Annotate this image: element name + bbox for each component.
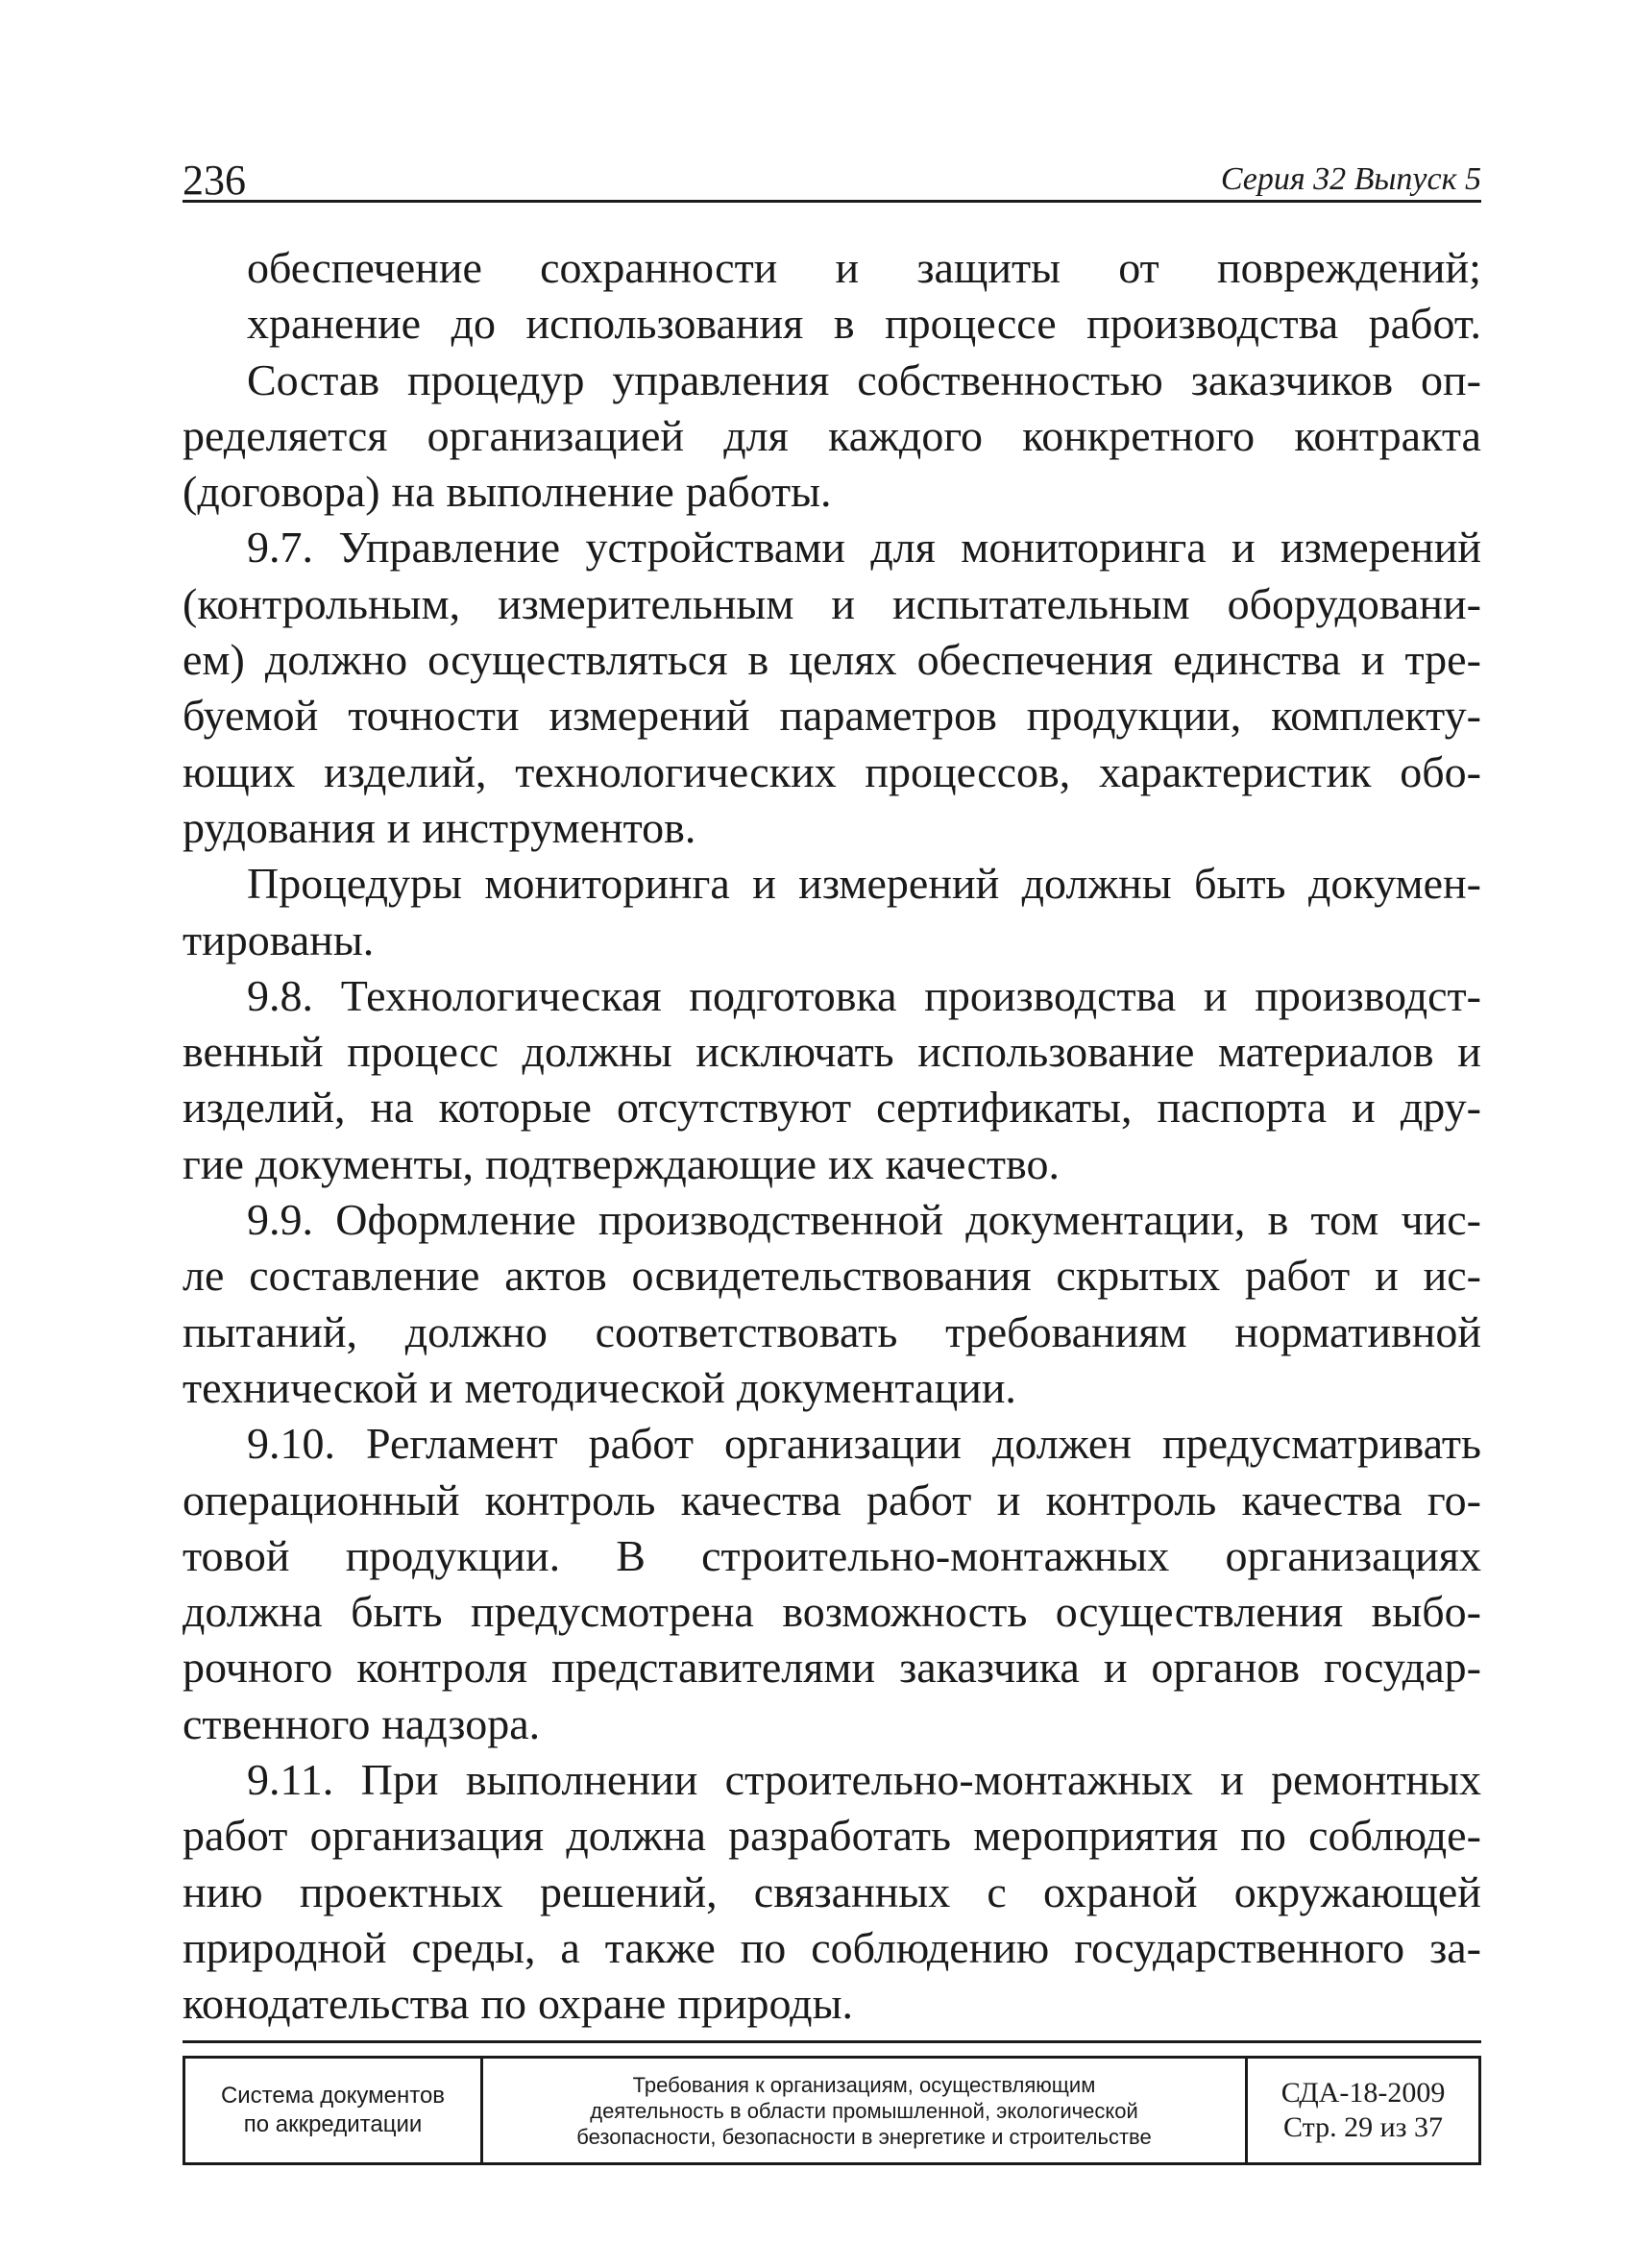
word: мониторинга — [961, 523, 1207, 573]
body-text — [183, 240, 1481, 2033]
word: и — [1103, 1643, 1128, 1693]
word: должны — [1021, 859, 1172, 909]
word: государ- — [1324, 1643, 1481, 1693]
word: организация — [309, 1811, 545, 1861]
text-line — [183, 1248, 1481, 1304]
word: подготовка — [689, 970, 897, 1020]
word: обеспечение — [247, 243, 482, 292]
word: решений, — [539, 1866, 718, 1916]
word: на — [370, 1083, 414, 1133]
word: конодательства — [183, 1979, 470, 2029]
word: соответствовать — [595, 1306, 898, 1356]
page-number: 236 — [183, 157, 246, 204]
word: предусмотрена — [470, 1587, 754, 1637]
word: ис- — [1423, 1251, 1481, 1301]
word: буемой — [183, 691, 319, 741]
word: пытаний, — [183, 1306, 357, 1356]
word: возможность — [782, 1587, 1028, 1637]
word: связанных — [753, 1866, 951, 1916]
word: подтверждающие — [484, 1138, 817, 1188]
word: освидетельствования — [631, 1251, 1032, 1301]
word: точности — [348, 691, 520, 741]
word: сертификаты, — [876, 1083, 1133, 1133]
word: по — [740, 1922, 787, 1972]
word: защиты — [916, 243, 1061, 292]
text-line — [183, 1473, 1481, 1528]
word: по — [1240, 1811, 1286, 1861]
footer-title-line: безопасности, безопасности в энергетике и строительстве — [576, 2124, 1152, 2149]
word: сохранности — [540, 243, 778, 292]
word: При — [360, 1755, 439, 1805]
word: процедур — [407, 354, 585, 404]
word: быть — [351, 1587, 443, 1637]
word: том — [1310, 1195, 1379, 1245]
word: производственной — [598, 1195, 944, 1245]
word: Регламент — [366, 1419, 558, 1469]
text-line — [183, 576, 1481, 632]
word: (контрольным, — [183, 578, 461, 628]
word: и — [996, 1475, 1021, 1524]
word: тированы. — [183, 915, 375, 964]
page-header — [183, 144, 1481, 203]
word: ственного — [183, 1698, 371, 1748]
word: проектных — [299, 1866, 503, 1916]
word: 9.9. — [247, 1195, 313, 1245]
text-line — [183, 1528, 1481, 1584]
word: и — [752, 859, 776, 909]
word: которые — [438, 1083, 592, 1133]
word: и — [1232, 523, 1256, 573]
word: тре- — [1404, 635, 1481, 685]
footer-page-ref: Стр. 29 из 37 — [1283, 2111, 1443, 2143]
footer-doc-code: СДА-18-2009 — [1280, 2077, 1446, 2109]
word: быть — [1194, 859, 1286, 909]
word: организацией — [427, 410, 685, 460]
word: обо- — [1400, 746, 1481, 796]
word: заказчиков — [1190, 354, 1394, 404]
text-line — [183, 800, 1481, 856]
word: природы. — [677, 1979, 853, 2029]
word: го- — [1427, 1475, 1481, 1524]
word: надзора. — [381, 1698, 541, 1748]
word: нию — [183, 1866, 263, 1916]
word: товой — [183, 1530, 290, 1580]
word: строительно-монтажных — [724, 1755, 1193, 1805]
word: и — [428, 1362, 453, 1412]
word: выбо- — [1371, 1587, 1481, 1637]
text-line — [183, 296, 1481, 352]
word: и — [835, 243, 860, 292]
word: изделий, — [183, 1083, 346, 1133]
word: осуществляться — [427, 635, 728, 685]
text-line — [183, 744, 1481, 800]
word: на — [391, 467, 435, 517]
word: использования — [525, 299, 804, 349]
word: параметров — [779, 691, 997, 741]
word: Состав — [247, 354, 380, 404]
footer-system-cell — [185, 2059, 483, 2162]
word: контракта — [1294, 410, 1481, 460]
word: требованиям — [945, 1306, 1187, 1356]
word: технической — [183, 1362, 418, 1412]
text-line — [183, 968, 1481, 1024]
word: хранение — [247, 299, 422, 349]
word: докумен- — [1307, 859, 1481, 909]
word: выполнении — [465, 1755, 698, 1805]
text-line — [183, 464, 1481, 520]
word: организации — [723, 1419, 962, 1469]
footer-table — [183, 2056, 1481, 2165]
text-line — [183, 240, 1481, 296]
footer-system-line: по аккредитации — [243, 2111, 423, 2137]
word: (договора) — [183, 467, 380, 517]
text-line — [183, 520, 1481, 575]
text-line — [183, 1024, 1481, 1080]
series-label: Серия 32 Выпуск 5 — [1220, 161, 1481, 197]
text-line — [183, 1305, 1481, 1360]
word: и — [1203, 970, 1228, 1020]
word: инструментов. — [422, 802, 696, 852]
word: контроля — [356, 1643, 528, 1693]
word: для — [723, 410, 789, 460]
word: заказчика — [899, 1643, 1080, 1693]
word: должен — [991, 1419, 1132, 1469]
text-line — [183, 1696, 1481, 1752]
word: Технологическая — [340, 970, 662, 1020]
word: и — [1352, 1083, 1376, 1133]
word: и — [386, 802, 411, 852]
word: изделий, — [324, 746, 487, 796]
word: процесс — [347, 1027, 499, 1077]
word: работ — [183, 1811, 288, 1861]
word: до — [451, 299, 497, 349]
word: повреждений; — [1216, 243, 1481, 292]
word: государственного — [1074, 1922, 1405, 1972]
word: и — [1375, 1251, 1399, 1301]
word: измерений — [549, 691, 750, 741]
word: дру- — [1400, 1083, 1481, 1133]
word: характеристик — [1098, 746, 1372, 796]
footer-title-cell — [483, 2059, 1248, 2162]
word: ле — [183, 1251, 225, 1301]
word: конкретного — [1022, 410, 1256, 460]
word: соблюдению — [811, 1922, 1050, 1972]
word: в — [833, 299, 855, 349]
text-line — [183, 688, 1481, 744]
word: в — [747, 635, 769, 685]
word: продукции. — [345, 1530, 561, 1580]
word: должна — [183, 1587, 323, 1637]
word: и — [1457, 1027, 1481, 1077]
text-line — [183, 632, 1481, 688]
word: управления — [612, 354, 830, 404]
word: работ — [588, 1419, 694, 1469]
word: Процедуры — [247, 859, 462, 909]
word: паспорта — [1157, 1083, 1328, 1133]
word: оборудовани- — [1227, 578, 1481, 628]
word: использование — [917, 1027, 1195, 1077]
word: и — [831, 578, 856, 628]
footer-title-line: деятельность в области промышленной, экологической — [590, 2098, 1138, 2123]
word: также — [604, 1922, 716, 1972]
word: разработать — [728, 1811, 951, 1861]
word: строительно-монтажных — [701, 1530, 1170, 1580]
text-line — [183, 1360, 1481, 1416]
word: предусматривать — [1161, 1419, 1481, 1469]
word: В — [616, 1530, 646, 1580]
word: представителями — [551, 1643, 876, 1693]
word: Управление — [338, 523, 561, 573]
word: 9.7. — [247, 523, 313, 573]
text-line — [183, 1136, 1481, 1192]
text-line — [183, 1865, 1481, 1920]
word: качество. — [885, 1138, 1060, 1188]
word: от — [1118, 243, 1159, 292]
word: организациях — [1225, 1530, 1481, 1580]
word: технологических — [515, 746, 837, 796]
word: каждого — [828, 410, 984, 460]
footer-rule — [183, 2040, 1481, 2043]
footer-system-line: Система документов — [220, 2083, 446, 2109]
word: 9.10. — [247, 1419, 335, 1469]
footer-title-line: Требования к организациям, осуществляющим — [632, 2072, 1096, 2097]
text-line — [183, 1640, 1481, 1695]
word: актов — [504, 1251, 607, 1301]
word: должно — [404, 1306, 548, 1356]
text-line — [183, 1976, 1481, 2032]
text-line — [183, 913, 1481, 968]
word: рудования — [183, 802, 376, 852]
word: обеспечения — [916, 635, 1154, 685]
word: материалов — [1218, 1027, 1434, 1077]
word: производства — [924, 970, 1177, 1020]
text-line — [183, 1584, 1481, 1640]
word: устройствами — [585, 523, 845, 573]
text-line — [183, 856, 1481, 912]
text-line — [183, 1080, 1481, 1135]
word: должно — [264, 635, 408, 685]
word: 9.11. — [247, 1755, 334, 1805]
word: среды, — [411, 1922, 536, 1972]
word: операционный — [183, 1475, 460, 1524]
word: природной — [183, 1922, 387, 1972]
word: венный — [183, 1027, 324, 1077]
word: качества — [680, 1475, 841, 1524]
word: охраной — [1043, 1866, 1198, 1916]
text-line — [183, 1808, 1481, 1864]
word: документы, — [255, 1138, 475, 1188]
word: охране — [537, 1979, 667, 2029]
word: измерений — [798, 859, 1000, 909]
word: скрытых — [1056, 1251, 1221, 1301]
word: должна — [566, 1811, 706, 1861]
word: собственностью — [857, 354, 1163, 404]
word: методической — [464, 1362, 725, 1412]
word: работ — [866, 1475, 972, 1524]
word: рочного — [183, 1643, 333, 1693]
word: испытательным — [892, 578, 1190, 628]
word: исключать — [695, 1027, 894, 1077]
text-line — [183, 408, 1481, 464]
word: контроль — [1045, 1475, 1217, 1524]
text-line — [183, 1192, 1481, 1248]
word: целях — [789, 635, 897, 685]
word: 9.8. — [247, 970, 313, 1020]
word: и — [1360, 635, 1385, 685]
text-line — [183, 1752, 1481, 1808]
word: ющих — [183, 746, 296, 796]
word: окружающей — [1233, 1866, 1481, 1916]
word: их — [828, 1138, 874, 1188]
word: единства — [1173, 635, 1341, 685]
word: измерительным — [498, 578, 794, 628]
word: ремонтных — [1271, 1755, 1481, 1805]
word: работ — [1244, 1251, 1351, 1301]
word: чис- — [1401, 1195, 1481, 1245]
text-line — [183, 1920, 1481, 1976]
text-line — [183, 1416, 1481, 1472]
word: по — [480, 1979, 527, 2029]
word: гие — [183, 1138, 244, 1188]
word: работ. — [1368, 299, 1481, 349]
word: производства — [1086, 299, 1339, 349]
word: в — [1267, 1195, 1289, 1245]
word: органов — [1151, 1643, 1301, 1693]
word: за- — [1429, 1922, 1481, 1972]
word: для — [870, 523, 936, 573]
word: ем) — [183, 635, 245, 685]
word: производст- — [1255, 970, 1481, 1020]
word: комплекту- — [1271, 691, 1481, 741]
footer-code-cell — [1248, 2059, 1478, 2162]
word: мониторинга — [484, 859, 730, 909]
word: с — [987, 1866, 1007, 1916]
word: Оформление — [335, 1195, 576, 1245]
word: должны — [522, 1027, 672, 1077]
word: отсутствуют — [616, 1083, 852, 1133]
word: оп- — [1421, 354, 1481, 404]
word: а — [560, 1922, 580, 1972]
word: документации, — [965, 1195, 1246, 1245]
word: составление — [249, 1251, 480, 1301]
word: осуществления — [1055, 1587, 1344, 1637]
word: ределяется — [183, 410, 388, 460]
word: процессов, — [865, 746, 1071, 796]
word: документации. — [736, 1362, 1016, 1412]
word: работы. — [685, 467, 832, 517]
text-line — [183, 353, 1481, 408]
word: и — [1220, 1755, 1244, 1805]
word: контроль — [484, 1475, 656, 1524]
word: выполнение — [446, 467, 674, 517]
word: продукции, — [1026, 691, 1242, 741]
word: нормативной — [1234, 1306, 1481, 1356]
word: процессе — [885, 299, 1057, 349]
word: измерений — [1280, 523, 1481, 573]
word: соблюде- — [1308, 1811, 1481, 1861]
word: качества — [1241, 1475, 1402, 1524]
word: мероприятия — [973, 1811, 1218, 1861]
